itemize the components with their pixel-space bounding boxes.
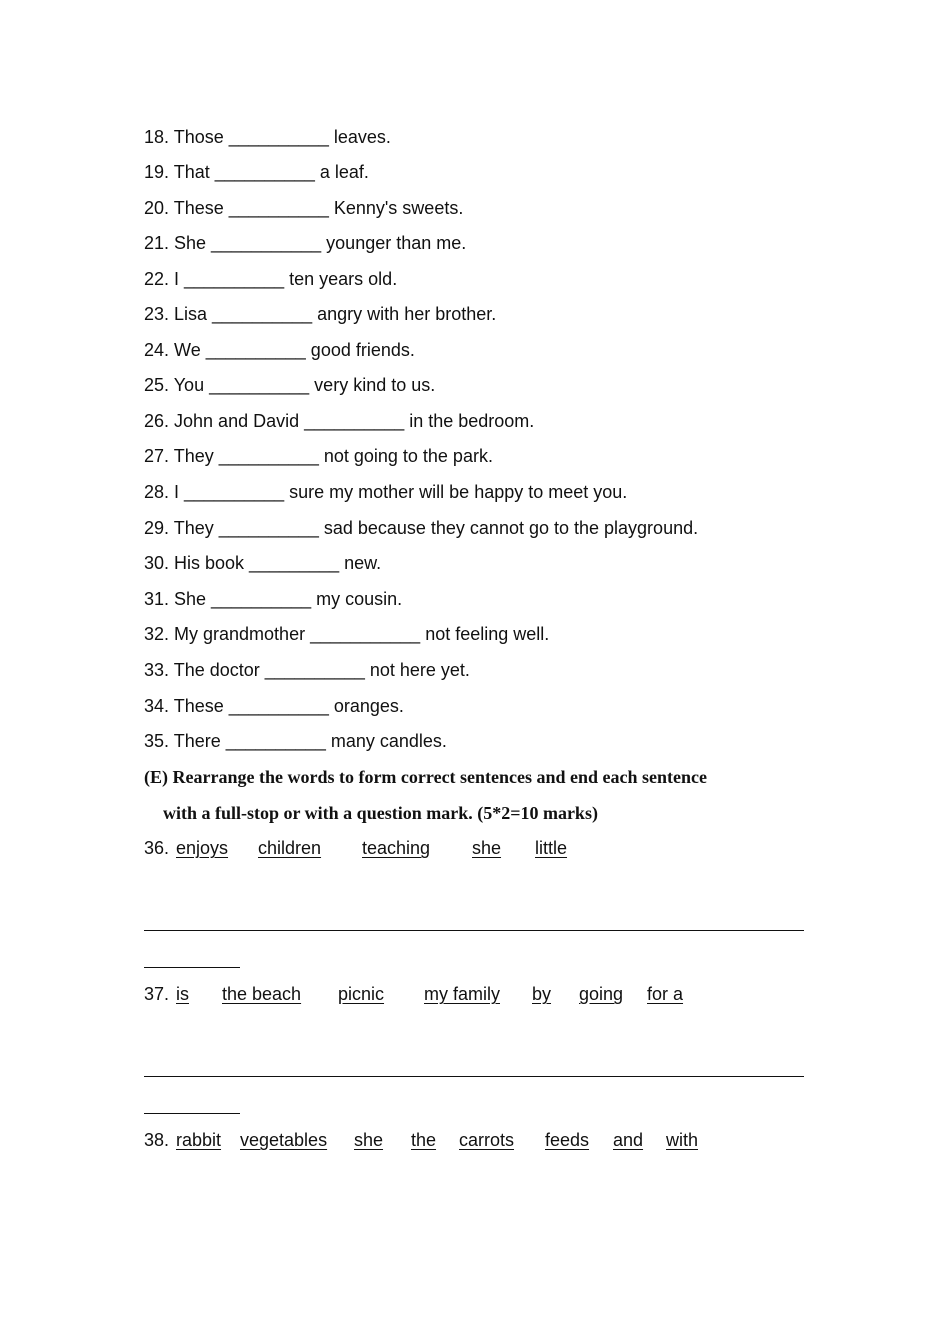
word-tile: she <box>354 1130 384 1150</box>
section-e-heading-cont: with a full-stop or with a question mark. (5*2=10 marks) <box>163 803 598 823</box>
word-tile: vegetables <box>240 1130 328 1150</box>
word-tile: picnic <box>338 984 385 1004</box>
word-tile: going <box>579 984 624 1004</box>
question-35: 35. There __________ many candles. <box>144 731 447 751</box>
word-tile: enjoys <box>176 838 229 858</box>
answer-line-37-cont <box>144 1113 240 1114</box>
word-tile: the <box>411 1130 437 1150</box>
question-36-number: 36. <box>144 838 170 858</box>
question-27: 27. They __________ not going to the park. <box>144 446 493 466</box>
question-31: 31. She __________ my cousin. <box>144 589 403 609</box>
word-tile: little <box>535 838 568 858</box>
word-tile: by <box>532 984 552 1004</box>
word-tile: children <box>258 838 322 858</box>
question-25: 25. You __________ very kind to us. <box>144 375 436 395</box>
question-22: 22. I __________ ten years old. <box>144 269 398 289</box>
word-tile: carrots <box>459 1130 515 1150</box>
question-34: 34. These __________ oranges. <box>144 696 404 716</box>
word-tile: and <box>613 1130 644 1150</box>
word-tile: for a <box>647 984 684 1004</box>
word-tile: the beach <box>222 984 302 1004</box>
word-tile: feeds <box>545 1130 590 1150</box>
answer-line-36-cont <box>144 967 240 968</box>
question-20: 20. These __________ Kenny's sweets. <box>144 198 464 218</box>
question-29: 29. They __________ sad because they cannot go to the playground. <box>144 518 699 538</box>
question-23: 23. Lisa __________ angry with her brother. <box>144 304 497 324</box>
section-e-heading: (E) Rearrange the words to form correct sentences and end each sentence <box>144 767 708 787</box>
word-tile: my family <box>424 984 500 1004</box>
question-19: 19. That __________ a leaf. <box>144 162 369 182</box>
word-tile: rabbit <box>176 1130 222 1150</box>
question-30: 30. His book _________ new. <box>144 553 382 573</box>
question-38-number: 38. <box>144 1130 170 1150</box>
question-21: 21. She ___________ younger than me. <box>144 233 467 253</box>
question-24: 24. We __________ good friends. <box>144 340 415 360</box>
word-tile: teaching <box>362 838 431 858</box>
question-33: 33. The doctor __________ not here yet. <box>144 660 470 680</box>
answer-line-37 <box>144 1076 804 1077</box>
question-28: 28. I __________ sure my mother will be happy to meet you. <box>144 482 628 502</box>
question-37-number: 37. <box>144 984 170 1004</box>
word-tile: she <box>472 838 502 858</box>
question-32: 32. My grandmother ___________ not feeling well. <box>144 624 550 644</box>
question-18: 18. Those __________ leaves. <box>144 127 391 147</box>
question-26: 26. John and David __________ in the bedroom. <box>144 411 535 431</box>
word-tile: with <box>666 1130 699 1150</box>
word-tile: is <box>176 984 189 1004</box>
answer-line-36 <box>144 930 804 931</box>
